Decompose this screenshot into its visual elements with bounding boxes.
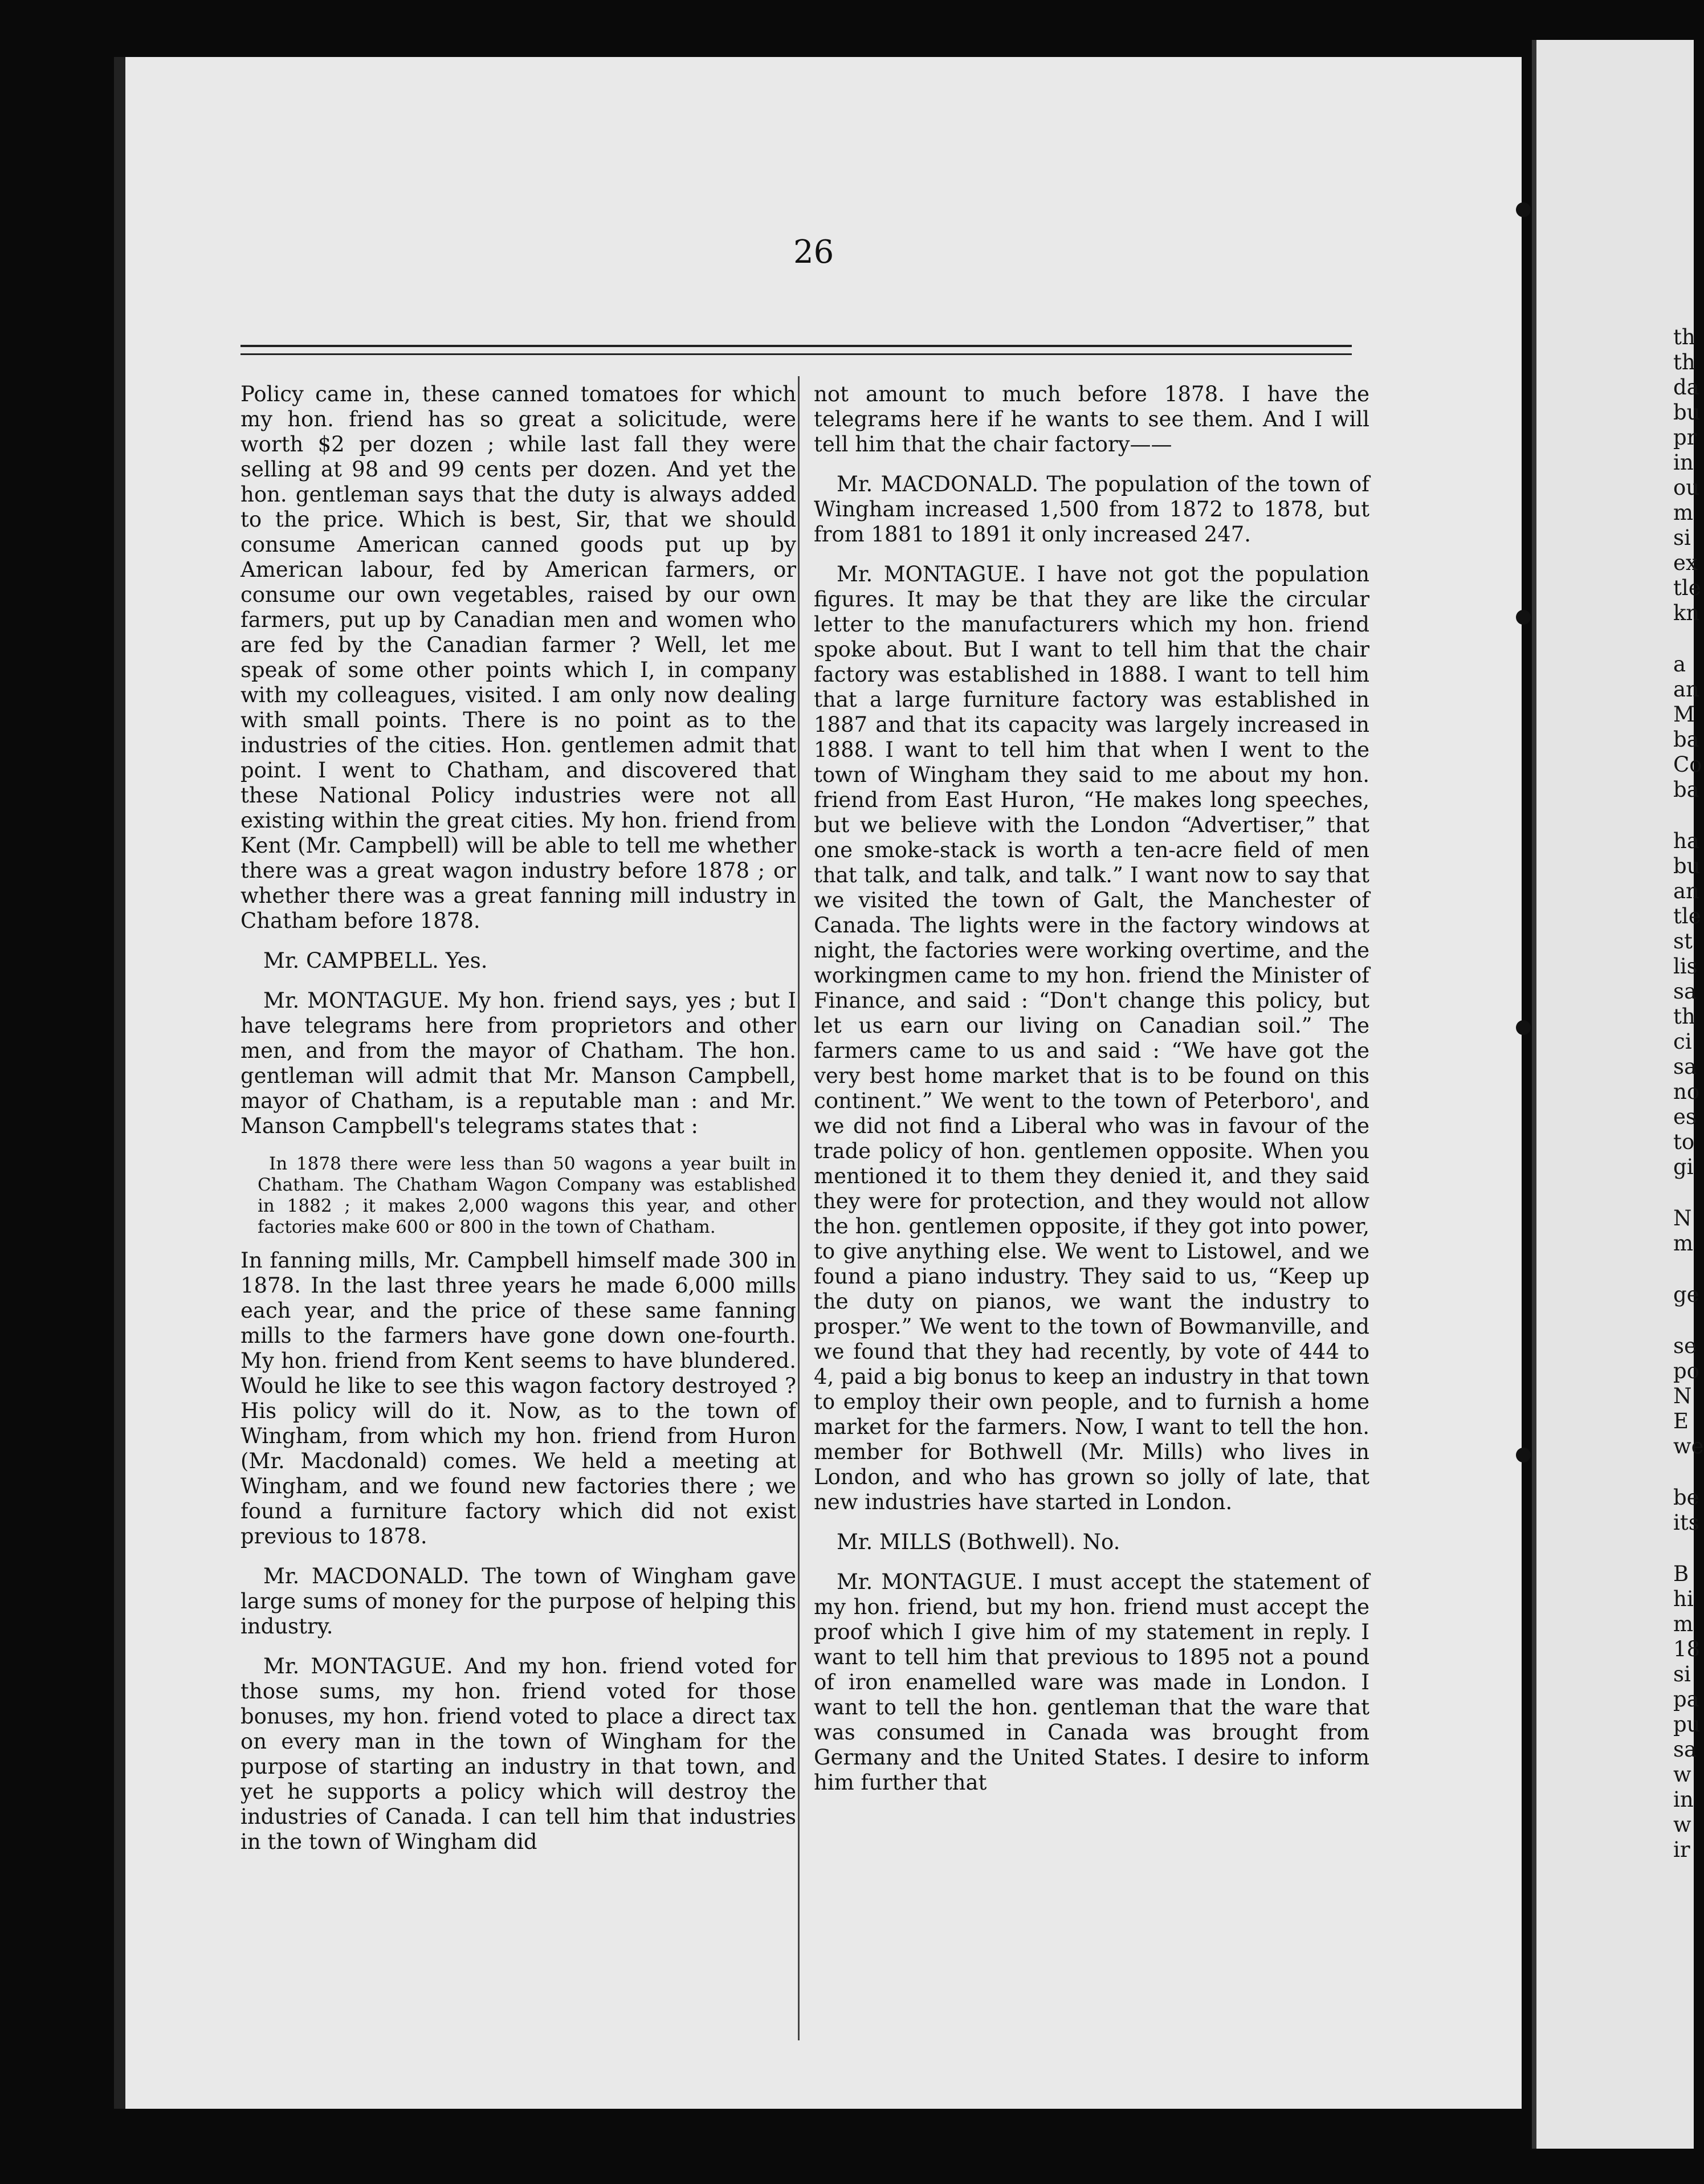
paragraph: In fanning mills, Mr. Campbell himself made 300 in 1878. In the last three years he made 6,000 mills each year, and the price of these same fanning mills to the farmers have gone down one-fourth. My hon. friend from Kent seems to have blundered. Would he like to see this wagon factory destroyed ? His policy will do it. Now, as to the town of Wingham, from which my hon. friend from Huron (Mr. Macdonald) comes. We held a meeting at Wingham, and we found new factories there ; we found a furniture factory which did not exist previous to 1878. <box>240 1248 796 1549</box>
right-column <box>814 382 1369 1810</box>
left-column <box>240 382 796 1869</box>
adjacent-page-text: m <box>1673 1231 1694 1256</box>
adjacent-page-text: tle <box>1673 576 1701 600</box>
adjacent-page-text: N <box>1673 1206 1692 1230</box>
adjacent-page-text: es <box>1673 1105 1697 1129</box>
adjacent-page-text: ba <box>1673 777 1699 802</box>
adjacent-page-text: bu <box>1673 400 1701 425</box>
adjacent-page-text: pa <box>1673 1687 1699 1712</box>
speaker-paragraph: Mr. MACDONALD. The town of Wingham gave large sums of money for the purpose of helping this industry. <box>240 1564 796 1639</box>
adjacent-page-text: hi <box>1673 1587 1694 1611</box>
adjacent-page-text: ba <box>1673 727 1699 752</box>
adjacent-page-text: E <box>1673 1409 1689 1433</box>
paragraph: Policy came in, these canned tomatoes for which my hon. friend has so great a solicitude, were worth $2 per dozen ; while last fall they were selling at 98 and 99 cents per dozen. And yet the hon. gentleman says that the duty is always added to the price. Which is best, Sir, that we should consume American canned goods put up by American labour, fed by American farmers, or consume our own vegetables, raised by our own farmers, put up by Canadian men and women who are fed by the Canadian farmer ? Well, let me speak of some other points which I, in company with my colleagues, visited. I am only now dealing with small points. There is no point as to the industries of the cities. Hon. gentlemen admit that point. I went to Chatham, and discovered that these National Policy industries were not all existing within the great cities. My hon. friend from Kent (Mr. Campbell) will be able to tell me whether there was a great wagon industry before 1878 ; or whether there was a great fanning mill industry in Chatham before 1878. <box>240 382 796 933</box>
adjacent-page-text: ex <box>1673 551 1698 575</box>
header-rule-top <box>240 345 1352 347</box>
binding-mark <box>1516 202 1531 217</box>
adjacent-page-text: si <box>1673 1662 1691 1686</box>
header-rule-bottom <box>240 353 1352 355</box>
binding-mark <box>1516 1448 1531 1462</box>
adjacent-page-fragment <box>1532 40 1704 2149</box>
adjacent-page-text: B <box>1673 1562 1689 1586</box>
adjacent-page-text: m <box>1673 500 1694 525</box>
adjacent-page-text: an <box>1673 879 1699 903</box>
adjacent-page-text: sa <box>1673 1054 1697 1079</box>
adjacent-page-text: pu <box>1673 1712 1701 1737</box>
adjacent-page-text: th <box>1673 1004 1695 1029</box>
adjacent-page-text: Co <box>1673 752 1702 777</box>
adjacent-page-text: to <box>1673 1130 1695 1154</box>
adjacent-page-text: ha <box>1673 829 1699 853</box>
adjacent-page-text: kn <box>1673 601 1700 625</box>
adjacent-page-text: M <box>1673 702 1695 727</box>
adjacent-page-text: gi <box>1673 1155 1694 1179</box>
adjacent-page-text: in <box>1673 450 1694 475</box>
adjacent-page-text: si <box>1673 525 1691 550</box>
document-page <box>114 57 1522 2109</box>
adjacent-page-text: N <box>1673 1384 1692 1408</box>
adjacent-page-text: w <box>1673 1812 1691 1837</box>
adjacent-page-text: bu <box>1673 854 1701 878</box>
adjacent-page-text: we <box>1673 1434 1704 1458</box>
adjacent-page-text: th <box>1673 350 1695 374</box>
speaker-paragraph: Mr. MONTAGUE. And my hon. friend voted for those sums, my hon. friend voted for those bonuses, my hon. friend voted to place a direct tax on every man in the town of Wingham for the purpose of starting an industry in that town, and yet he supports a policy which will destroy the industries of Canada. I can tell him that industries in the town of Wingham did <box>240 1654 796 1854</box>
paragraph: not amount to much before 1878. I have the telegrams here if he wants to see them. And I will tell him that the chair factory—— <box>814 382 1369 457</box>
adjacent-page-text: ou <box>1673 475 1700 500</box>
speaker-paragraph: Mr. MILLS (Bothwell). No. <box>837 1530 1120 1554</box>
column-divider <box>798 376 800 2040</box>
adjacent-page-text: w <box>1673 1762 1691 1787</box>
adjacent-page-text: ge <box>1673 1282 1699 1307</box>
speaker-paragraph: Mr. MONTAGUE. My hon. friend says, yes ; but I have telegrams here from proprietors and other men, and from the mayor of Chatham. The hon. gentleman will admit that Mr. Manson Campbell, mayor of Chatham, is a reputable man : and Mr. Manson Campbell's telegrams states that : <box>240 988 796 1138</box>
quoted-telegram: In 1878 there were less than 50 wagons a year built in Chatham. The Chatham Wagon Company was established in 1882 ; it makes 2,000 wagons this year, and other factories make 600 or 800 in the town of Chatham. <box>258 1154 796 1237</box>
speaker-paragraph: Mr. MONTAGUE. I have not got the population figures. It may be that they are like the circular letter to the manufacturers which my hon. friend spoke about. But I want to tell him that the chair factory was established in 1888. I want to tell him that a large furniture factory was established in 1887 and that its capacity was largely increased in 1888. I want to tell him that when I went to the town of Wingham they said to me about my hon. friend from East Huron, “He makes long speeches, but we believe with the London “Advertiser,” that one smoke-stack is worth a ten-acre field of men that talk, and talk, and talk.” I want now to say that we visited the town of Galt, the Manchester of Canada. The lights were in the factory windows at night, the factories were working overtime, and the workingmen came to my hon. friend the Minister of Finance, and said : “Don't change this policy, but let us earn our living on Canadian soil.” The farmers came to us and said : “We have got the very best home market that is to be found on this continent.” We went to the town of Peterboro', and we did not find a Liberal who was in favour of the trade policy of hon. gentlemen opposite. When you mentioned it to them they denied it, and they said they were for protection, and they would not allow the hon. gentlemen opposite, if they got into power, to give anything else. We went to Listowel, and we found a piano industry. They said to us, “Keep up the duty on pianos, we want the industry to prosper.” We went to the town of Bowmanville, and we found that they had recently, by vote of 444 to 4, paid a big bonus to keep an industry in that town to employ their own people, and to furnish a home market for the farmers. Now, I want to tell the hon. member for Bothwell (Mr. Mills) who lives in London, and who has grown so jolly of late, that new industries have started in London. <box>814 562 1369 1514</box>
adjacent-page-text: a <box>1673 652 1686 677</box>
adjacent-page-text: pr <box>1673 425 1697 450</box>
adjacent-page-text: po <box>1673 1359 1699 1383</box>
binding-mark <box>1516 1020 1531 1035</box>
adjacent-page-text: da <box>1673 375 1699 400</box>
adjacent-page-text: m <box>1673 1612 1694 1636</box>
adjacent-page-text: ir <box>1673 1837 1690 1862</box>
adjacent-page-text: 18 <box>1673 1637 1701 1661</box>
adjacent-page-text: in <box>1673 1787 1694 1812</box>
speaker-paragraph: Mr. MONTAGUE. I must accept the statement of my hon. friend, but my hon. friend must accept the proof which I give him of my statement in reply. I want to tell him that previous to 1895 not a pound of iron enamelled ware was made in London. I want to tell the hon. gentleman that the ware that was consumed in Canada was brought from Germany and the United States. I desire to inform him further that <box>814 1570 1369 1795</box>
adjacent-page-text: lis <box>1673 954 1698 979</box>
binding-mark <box>1516 610 1531 625</box>
speaker-paragraph: Mr. CAMPBELL. Yes. <box>263 948 488 973</box>
adjacent-page-text: ci <box>1673 1029 1692 1054</box>
adjacent-page-text: tle <box>1673 904 1701 928</box>
adjacent-page-text: be <box>1673 1485 1699 1510</box>
adjacent-page-text: sa <box>1673 979 1697 1004</box>
adjacent-page-text: th <box>1673 325 1695 349</box>
adjacent-page-text: se <box>1673 1334 1697 1358</box>
page-number: 26 <box>793 234 834 271</box>
adjacent-page-text: an <box>1673 677 1699 702</box>
adjacent-page-text: its <box>1673 1510 1699 1535</box>
adjacent-page-text: st <box>1673 929 1693 954</box>
adjacent-page-text: sa <box>1673 1737 1697 1762</box>
speaker-paragraph: Mr. MACDONALD. The population of the town of Wingham increased 1,500 from 1872 to 1878, but from 1881 to 1891 it only increased 247. <box>814 472 1369 547</box>
adjacent-page-text: no <box>1673 1079 1700 1104</box>
